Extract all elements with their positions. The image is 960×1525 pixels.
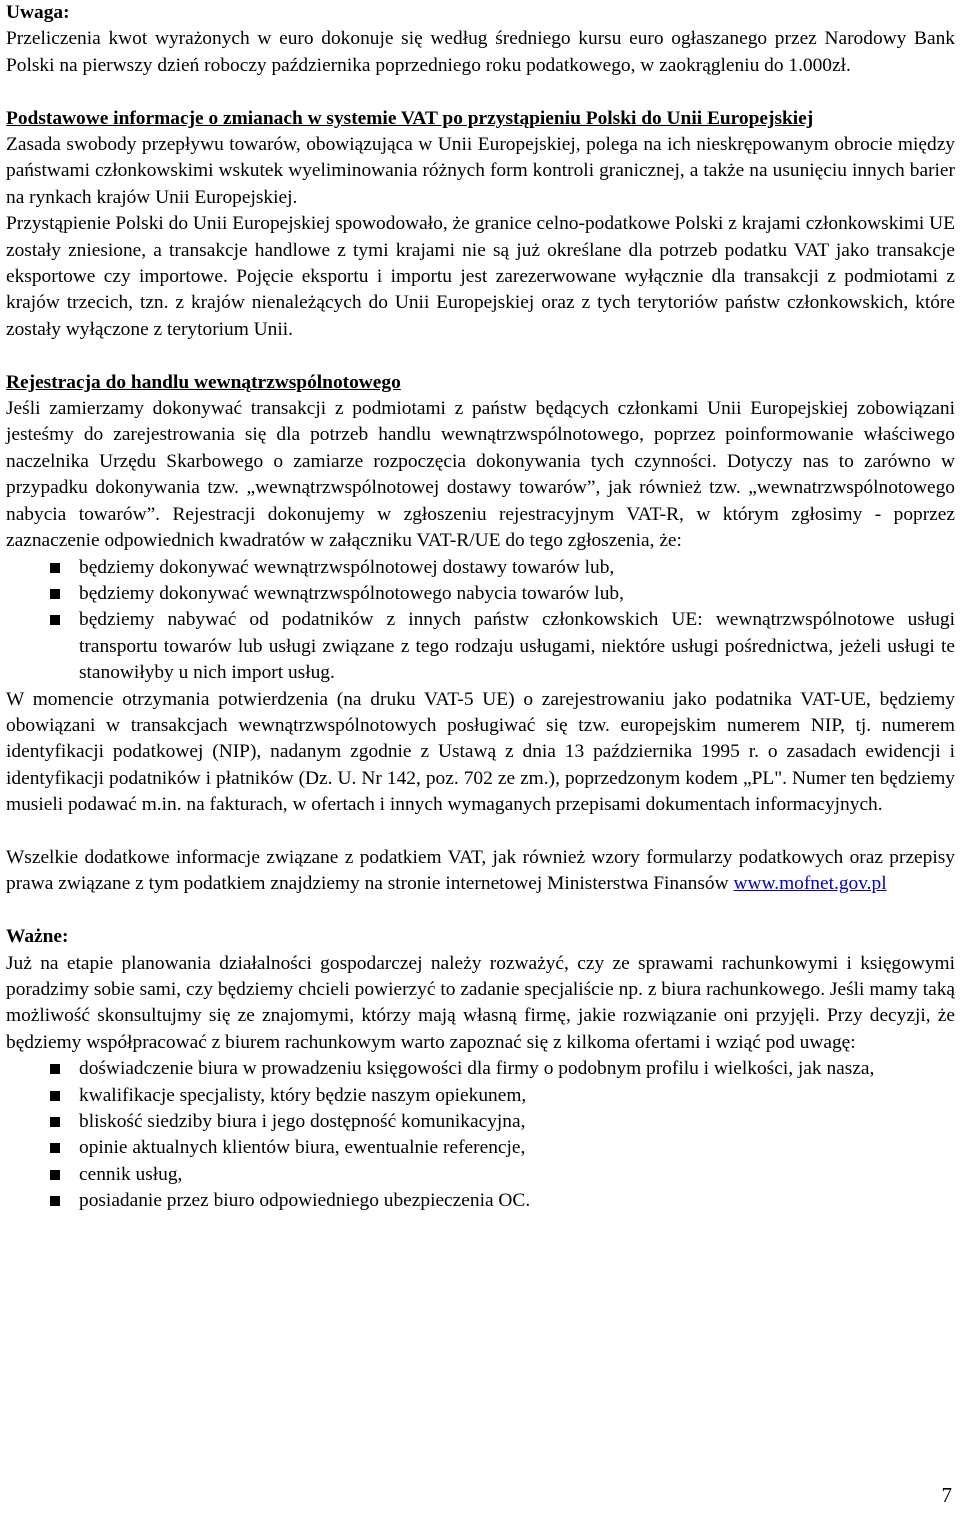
list-item: bliskość siedziby biura i jego dostępność komunikacyjna, [79, 1109, 955, 1135]
note-text: Przeliczenia kwot wyrażonych w euro dokonuje się według średniego kursu euro ogłaszanego przez Narodowy Bank Polski na pierwszy dzień roboczy października poprzedniego roku podatkowego, w zaokrągleniu do 1.000zł. [6, 28, 955, 76]
square-bullet-icon [50, 1170, 60, 1180]
square-bullet-icon [50, 1196, 60, 1206]
square-bullet-icon [50, 589, 60, 599]
vat-section-paragraph-1: Zasada swobody przepływu towarów, obowiązująca w Unii Europejskiej, polega na ich nieskrępowanym obrocie między państwami członkowskimi wskutek wyeliminowania różnych form kontroli granicznej, a także na usunięciu innych barier na rynkach krajów Unii Europejskiej. [6, 134, 955, 208]
square-bullet-icon [50, 563, 60, 573]
square-bullet-icon [50, 1143, 60, 1153]
important-text: Już na etapie planowania działalności gospodarczej należy rozważyć, czy ze sprawami rachunkowymi i księgowymi poradzimy sobie sami, czy będziemy chcieli powierzyć to zadanie specjaliście np. z biura rachunkowego. Jeśli mamy taką możliwość skonsultujmy się ze znajomymi, którzy mają własną firmę, jakie rozwiązanie oni przyjęli. Przy decyzji, że będziemy współpracować z biurem rachunkowym warto zapoznać się z kilkoma ofertami i wziąć pod uwagę: [6, 952, 955, 1053]
vat-section-paragraph-2: Przystąpienie Polski do Unii Europejskiej spowodowało, że granice celno-podatkowe Polski z krajami członkowskimi UE zostały zniesione, a transakcje handlowe z tymi krajami nie są już określane dla potrzeb podatku VAT jako transakcje eksportowe czy importowe. Pojęcie eksportu i importu jest zarezerwowane wyłącznie dla transakcji z podmiotami z krajów trzecich, tzn. z krajów nienależących do Unii Europejskiej oraz z tych terytoriów państw członkowskich, które zostały wyłączone z terytorium Unii. [6, 213, 955, 340]
list-item: kwalifikacje specjalisty, który będzie naszym opiekunem, [79, 1083, 955, 1109]
spacer [6, 79, 955, 105]
spacer [6, 819, 955, 845]
spacer [6, 898, 955, 924]
spacer [6, 343, 955, 369]
square-bullet-icon [50, 1117, 60, 1127]
additional-info-paragraph: Wszelkie dodatkowe informacje związane z podatkiem VAT, jak również wzory formularzy podatkowych oraz przepisy prawa związane z tym podatkiem znajdziemy na stronie internetowej Ministerstwa Finansów www.mofnet.gov.pl [6, 846, 955, 895]
note-heading: Uwaga: [6, 2, 70, 23]
registration-section-paragraph-2: W momencie otrzymania potwierdzenia (na druku VAT-5 UE) o zarejestrowaniu jako podatnika VAT-UE, będziemy obowiązani w transakcjach wewnątrzwspólnotowych posługiwać się tzw. europejskim numerem NIP, tj. numerem identyfikacji podatkowej (NIP), nadanym zgodnie z Ustawą z dnia 13 października 1995 r. o zasadach ewidencji i identyfikacji podatników i płatników (Dz. U. Nr 142, poz. 702 ze zm.), poprzedzonym kodem „PL". Numer ten będziemy musieli podawać m.in. na fakturach, w ofertach i innych wymaganych przepisami dokumentach informacyjnych. [6, 688, 955, 816]
registration-bullet-list [6, 555, 955, 687]
page-number: 7 [941, 1483, 952, 1507]
square-bullet-icon [50, 615, 60, 625]
square-bullet-icon [50, 1091, 60, 1101]
important-bullet-list [6, 1056, 955, 1214]
registration-section-paragraph-1: Jeśli zamierzamy dokonywać transakcji z podmiotami z państw będących członkami Unii Europejskiej zobowiązani jesteśmy do zarejestrowania się dla potrzeb handlu wewnątrzwspólnotowego, poprzez poinformowanie właściwego naczelnika Urzędu Skarbowego o zamiarze rozpoczęcia dokonywania tych czynności. Dotyczy nas to zarówno w przypadku dokonywania tzw. „wewnątrzwspólnotowej dostawy towarów”, jak również tzw. „wewnatrzwspólnotowego nabycia towarów”. Rejestracji dokonujemy w zgłoszeniu rejestracyjnym VAT-R, w którym zgłosimy - poprzez zaznaczenie odpowiednich kwadratów w załączniku VAT-R/UE do tego zgłoszenia, że: [6, 398, 955, 552]
registration-section-heading: Rejestracja do handlu wewnątrzwspólnotowego [6, 371, 401, 393]
vat-section-heading: Podstawowe informacje o zmianach w systemie VAT po przystąpieniu Polski do Unii Europejskiej [6, 107, 814, 129]
list-item: doświadczenie biura w prowadzeniu księgowości dla firmy o podobnym profilu i wielkości, jak nasza, [79, 1056, 955, 1082]
list-item: będziemy dokonywać wewnątrzwspólnotowej dostawy towarów lub, [79, 555, 955, 581]
list-item: będziemy nabywać od podatników z innych państw członkowskich UE: wewnątrzwspólnotowe usługi transportu towarów lub usługi związane z tego rodzaju usługami, niektóre usługi pośrednictwa, jeżeli usługi te stanowiłyby u nich import usług. [79, 607, 955, 686]
mofnet-link[interactable]: www.mofnet.gov.pl [733, 873, 887, 895]
square-bullet-icon [50, 1064, 60, 1074]
list-item: opinie aktualnych klientów biura, ewentualnie referencje, [79, 1135, 955, 1161]
list-item: posiadanie przez biuro odpowiedniego ubezpieczenia OC. [79, 1188, 955, 1214]
important-heading: Ważne: [6, 926, 69, 948]
list-item: będziemy dokonywać wewnątrzwspólnotowego nabycia towarów lub, [79, 581, 955, 607]
list-item: cennik usług, [79, 1162, 955, 1188]
